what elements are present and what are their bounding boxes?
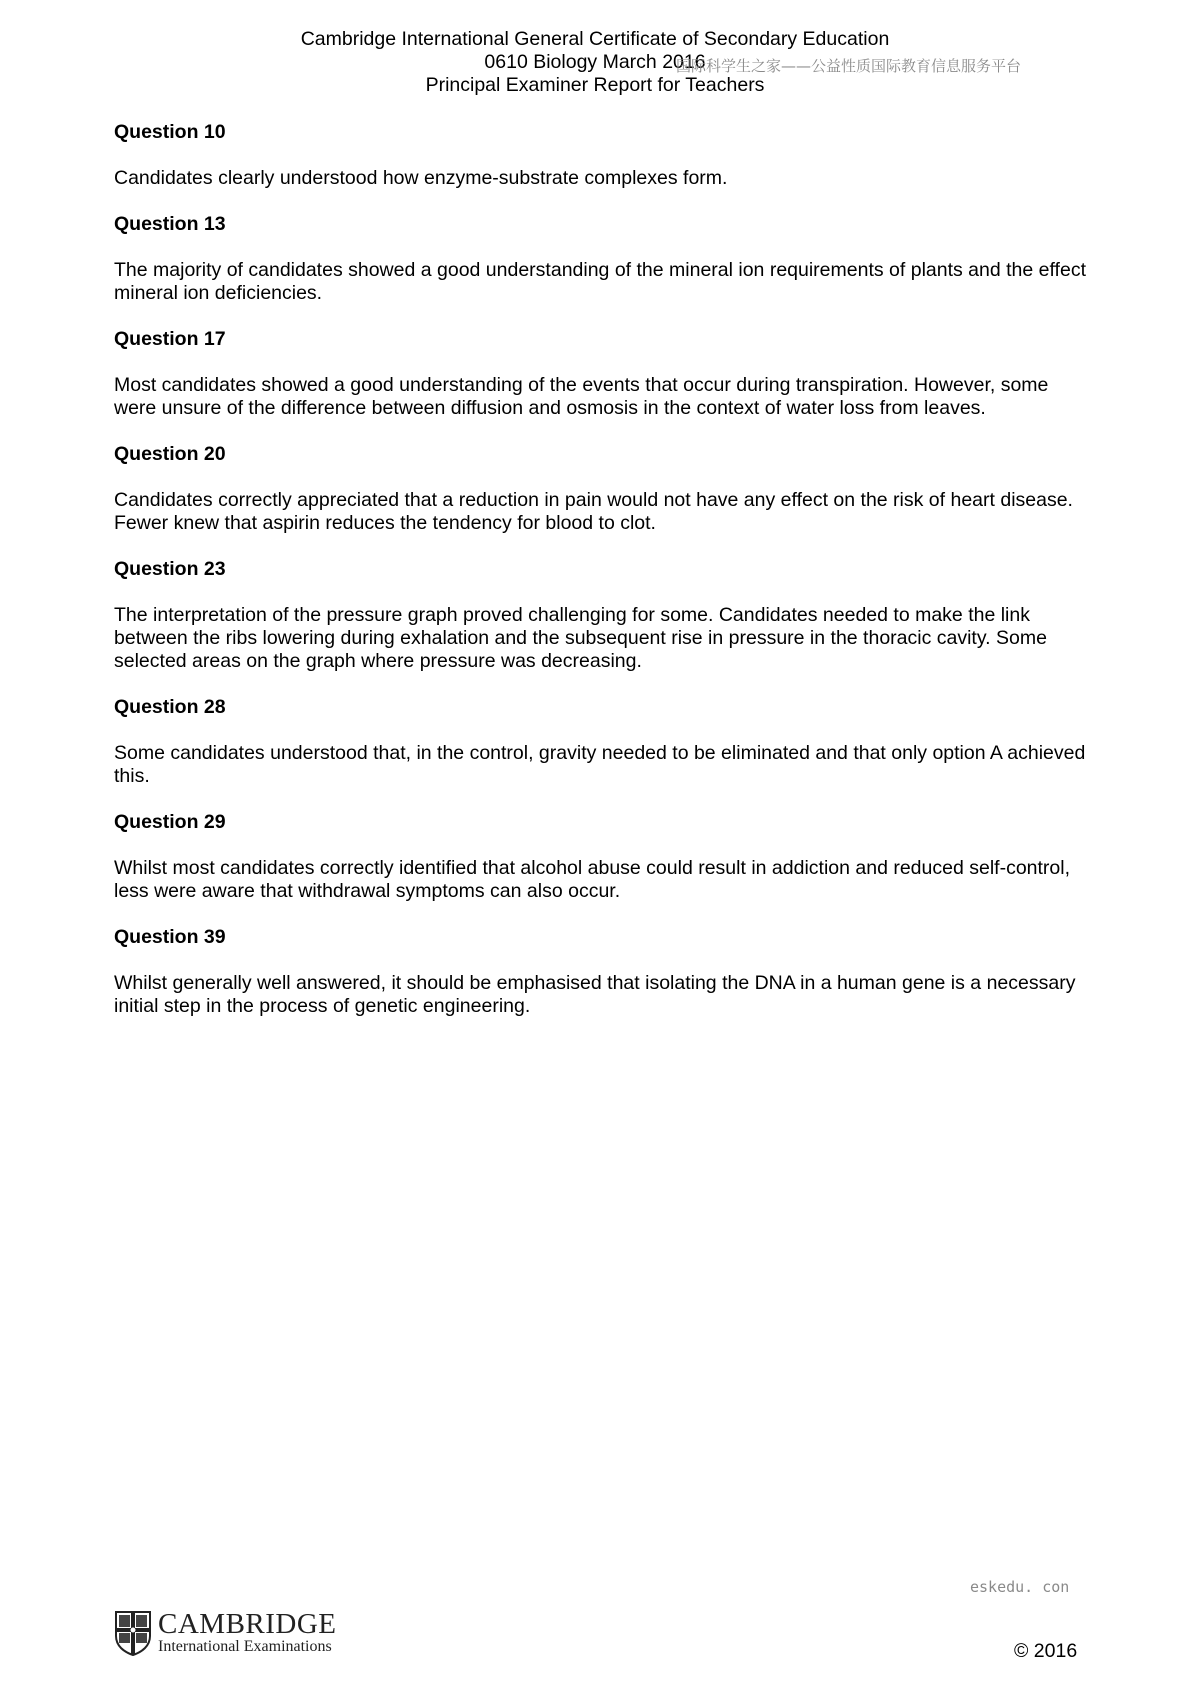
question-comment: Candidates correctly appreciated that a reduction in pain would not have any effect on the risk of heart disease. Fewer knew that aspirin reduces the tendency for blood to clot. xyxy=(114,489,1073,534)
logo-brand-text: CAMBRIDGE xyxy=(158,1608,337,1640)
logo-subtitle: International Examinations xyxy=(158,1638,332,1655)
question-comment: Candidates clearly understood how enzyme-substrate complexes form. xyxy=(114,167,728,189)
question-heading: Question 17 xyxy=(114,328,226,350)
question-comment: Some candidates understood that, in the control, gravity needed to be eliminated and that only option A achieved this. xyxy=(114,742,1086,787)
question-heading: Question 28 xyxy=(114,696,226,718)
header-report-title: Principal Examiner Report for Teachers xyxy=(425,74,765,96)
question-heading: Question 23 xyxy=(114,558,226,580)
watermark-text: 国际科学生之家——公益性质国际教育信息服务平台 xyxy=(676,57,1022,75)
question-comment: The majority of candidates showed a good understanding of the mineral ion requirements of plants and the effect mineral ion deficiencies. xyxy=(114,259,1086,304)
question-block xyxy=(114,213,1094,305)
question-heading: Question 39 xyxy=(114,926,226,948)
question-heading: Question 10 xyxy=(114,121,226,143)
shield-crest-icon xyxy=(114,1610,152,1656)
question-heading: Question 13 xyxy=(114,213,226,235)
question-comment: Whilst generally well answered, it should be emphasised that isolating the DNA in a human gene is a necessary initial step in the process of genetic engineering. xyxy=(114,972,1076,1017)
question-block xyxy=(114,121,1094,190)
question-block xyxy=(114,558,1094,673)
question-block xyxy=(114,328,1094,420)
question-block xyxy=(114,811,1094,903)
copyright-notice: © 2016 xyxy=(1014,1640,1078,1662)
question-comment: The interpretation of the pressure graph proved challenging for some. Candidates needed to make the link between the ribs lowering during exhalation and the subsequent rise in pressure in the thoracic cavity. Some selected areas on the graph where pressure was decreasing. xyxy=(114,604,1047,672)
question-heading: Question 29 xyxy=(114,811,226,833)
question-block xyxy=(114,696,1094,788)
cambridge-logo xyxy=(114,1610,337,1656)
question-heading: Question 20 xyxy=(114,443,226,465)
question-comment: Whilst most candidates correctly identified that alcohol abuse could result in addiction and reduced self-control, less were aware that withdrawal symptoms can also occur. xyxy=(114,857,1071,902)
question-block xyxy=(114,926,1094,1018)
header-qualification: Cambridge International General Certificate of Secondary Education xyxy=(300,28,890,50)
question-block xyxy=(114,443,1094,535)
header-syllabus: 0610 Biology March 2016 xyxy=(484,51,706,73)
report-body xyxy=(114,121,1094,1041)
question-comment: Most candidates showed a good understanding of the events that occur during transpiration. However, some were unsure of the difference between diffusion and osmosis in the context of water loss from leaves. xyxy=(114,374,1049,419)
site-watermark: eskedu. con xyxy=(970,1578,1070,1596)
